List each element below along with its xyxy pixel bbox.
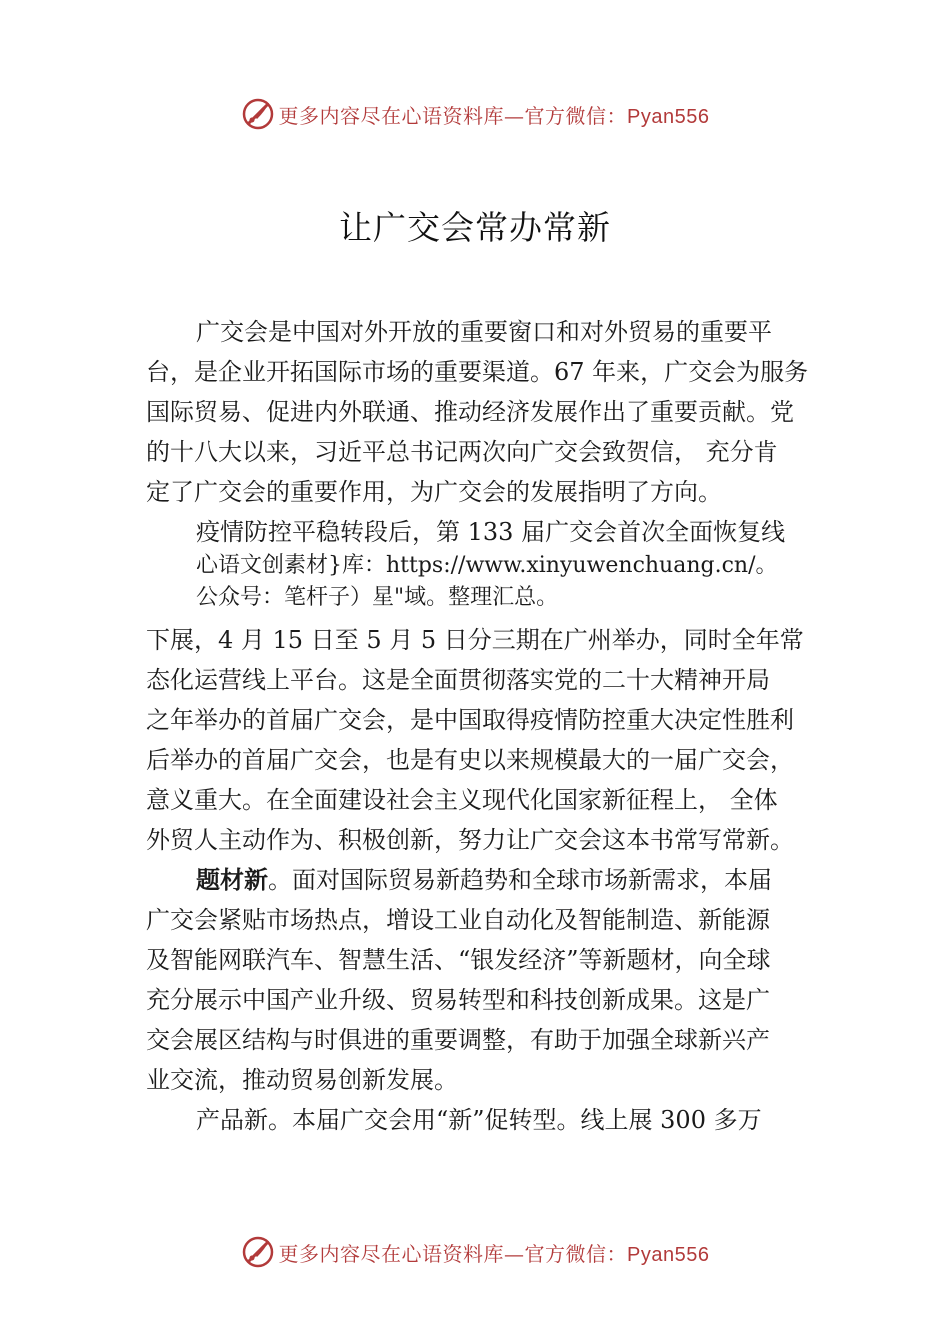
body-line: 充分展示中国产业升级、贸易转型和科技创新成果。这是广: [146, 986, 770, 1014]
section-heading: 题材新: [196, 865, 268, 894]
watermark-text: 更多内容尽在心语资料库—官方微信：Pyan556: [278, 103, 710, 128]
body-line: 的十八大以来，习近平总书记两次向广交会致贺信， 充分肯: [146, 438, 778, 466]
page-title: 让广交会常办常新: [339, 208, 611, 247]
body-line: 之年举办的首届广交会，是中国取得疫情防控重大决定性胜利: [146, 706, 794, 734]
body-line: 题材新。面对国际贸易新趋势和全球市场新需求，本届: [196, 865, 772, 894]
header-watermark-banner: [0, 94, 950, 134]
quill-logo-icon: [241, 97, 275, 131]
body-line: 国际贸易、促进内外联通、推动经济发展作出了重要贡献。党: [146, 398, 794, 426]
body-line: 疫情防控平稳转段后，第 133 届广交会首次全面恢复线: [196, 518, 786, 546]
body-line: 业交流，推动贸易创新发展。: [146, 1066, 458, 1094]
body-line: 下展，4 月 15 日至 5 月 5 日分三期在广州举办，同时全年常: [146, 626, 804, 654]
body-line: 心语文创素材}库：https://www.xinyuwenchuang.cn/。: [196, 553, 778, 578]
body-line: 产品新。本届广交会用“新”促转型。线上展 300 多万: [196, 1106, 762, 1134]
body-line: 外贸人主动作为、积极创新，努力让广交会这本书常写常新。: [146, 826, 794, 854]
body-line: 定了广交会的重要作用，为广交会的发展指明了方向。: [146, 478, 722, 506]
watermark-text: 更多内容尽在心语资料库—官方微信：Pyan556: [278, 1241, 710, 1266]
body-line: 意义重大。在全面建设社会主义现代化国家新征程上， 全体: [146, 786, 778, 814]
body-line: 及智能网联汽车、智慧生活、“银发经济”等新题材，向全球: [146, 946, 771, 974]
footer-watermark-banner: [0, 1232, 950, 1272]
body-line: 公众号：笔杆子）星"域。整理汇总。: [196, 585, 559, 610]
body-line: 广交会是中国对外开放的重要窗口和对外贸易的重要平: [196, 318, 772, 346]
body-line: 广交会紧贴市场热点，增设工业自动化及智能制造、新能源: [146, 906, 770, 934]
wechat-id: Pyan556: [627, 105, 710, 128]
quill-logo-icon: [241, 1235, 275, 1269]
body-line: 交会展区结构与时俱进的重要调整，有助于加强全球新兴产: [146, 1026, 770, 1054]
body-line: 态化运营线上平台。这是全面贯彻落实党的二十大精神开局: [146, 666, 770, 694]
body-line: 台，是企业开拓国际市场的重要渠道。67 年来，广交会为服务: [146, 358, 809, 386]
wechat-id: Pyan556: [627, 1243, 710, 1266]
body-line: 后举办的首届广交会，也是有史以来规模最大的一届广交会，: [146, 746, 794, 774]
